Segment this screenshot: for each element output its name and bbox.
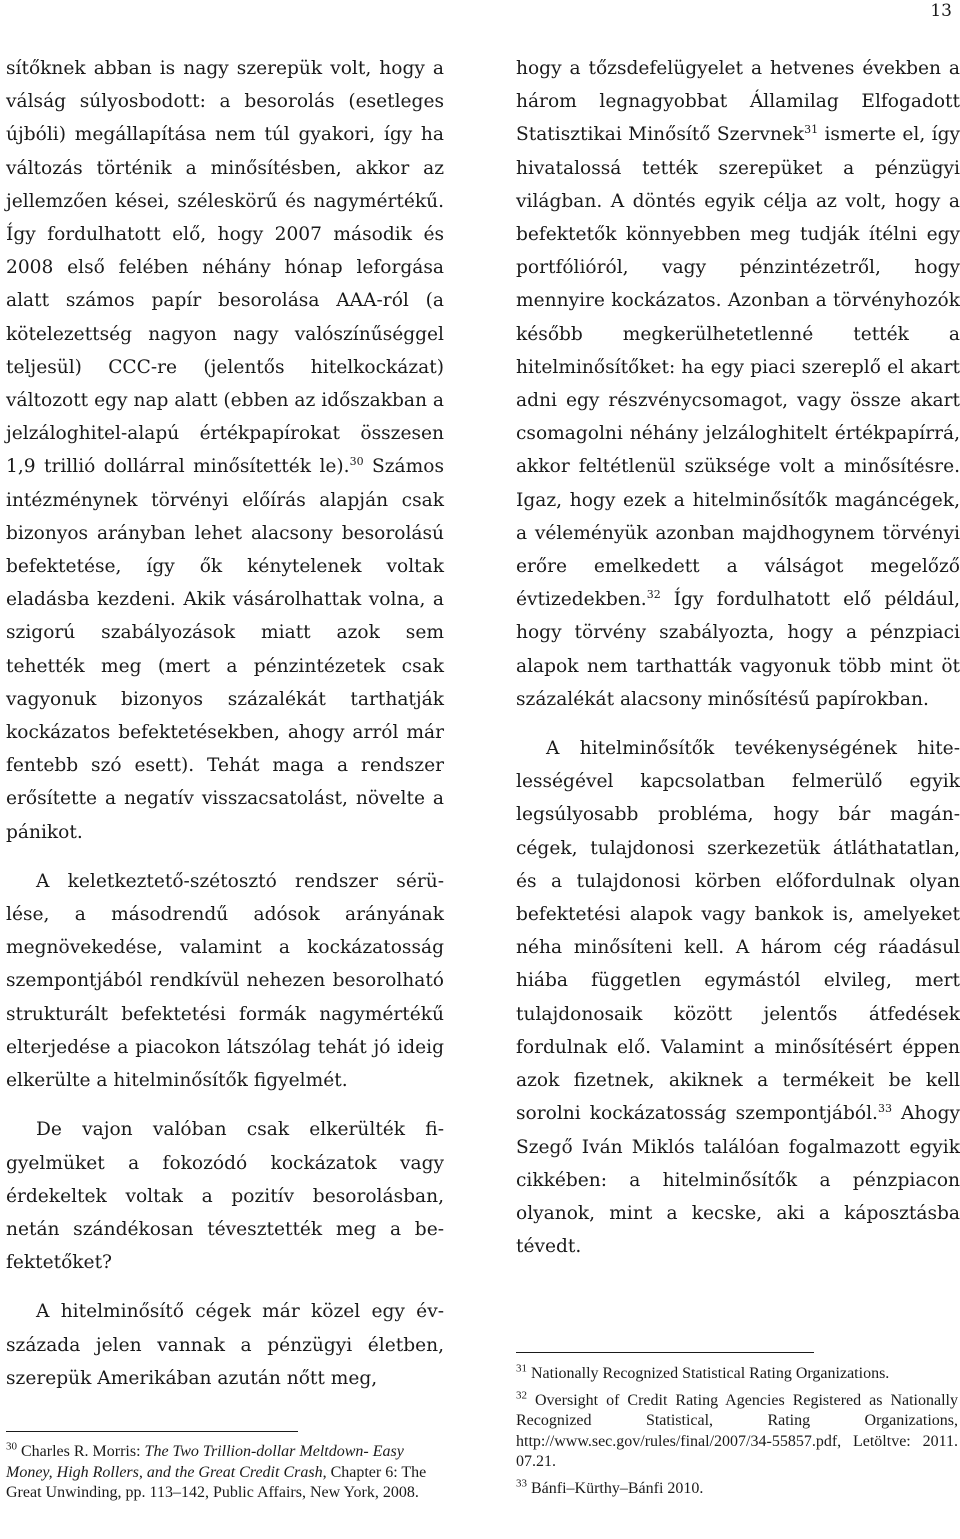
footnote-book-title: The Two Trillion-dollar Meltdown- Easy Money, High Rollers, and the Great Credit Crash: [6, 1443, 404, 1481]
footnote-number: 33: [516, 1477, 527, 1490]
right-p1-text-a: hogy a tőzsdefelügyelet a hetvenes években a három legnagyobbat Államilag Elfogadott Statisztikai Minősítő Szervnek: [516, 58, 960, 146]
left-p1-text-a: sítőknek abban is nagy szerepük volt, hogy a válság súlyosbodott: a besorolás (esetleges újbóli) megállapítása nem túl gyakori, így ha változás történik a minősítésben, akkor az jellemzően kései, széleskörű és nagymértékű. Így fordulhatott elő, hogy 2007 második és 2008 első felében néhány hónap leforgása alatt számos papír besorolása AAA-ról (a kötelezettség nagyon nagy valószínűséggel teljesül) CCC-re (jelentős hitelkockázat) változott egy nap alatt (ebben az időszakban a jelzáloghitel-alapú értékpapírokat összesen 1,9 trillió dollárral minősítették le).: [6, 58, 444, 478]
right-column: [516, 52, 960, 1263]
right-p1-text-b: ismerte el, így hivatalossá tették szerepüket a pénzügyi világban. A döntés egyik célja az volt, hogy a befektetők könnyebben meg tudják ítélni egy portfólióról, vagy pénzintézetről, hogy mennyire kockázatos. Azonban a törvényhozók később megkerülhetetlenné tették a hitelminősítőket: ha egy piaci szereplő el akart adni egy részvénycsomagot, vagy össze akart csomagolni néhány jelzáloghitelt értékpapírrá, akkor feltétlenül szüksége volt a minősítésre. Igaz, hogy ezek a hitelminősítők magáncégek, a véleményük azonban majdhogynem törvényi erőre emelkedett a válságot megelőző évtizedekben.: [516, 124, 960, 611]
right-p2-text-a: A hitelminősítők tevékenységének hitelességével kapcsolatban felmerülő egyik legsúlyosabb probléma, hogy bár magáncégek, tulajdonosi szerkezetük átláthatatlan, és a tulajdonosi körben előfordulnak olyan befektetési alapok vagy bankok is, amelyeket néha minősíteni kell. A három cég ráadásul hiába független egymástól elvileg, mert tulajdonosaik között jelentős átfedések fordulnak elő. Valamint a minősítésért éppen azok fizetnek, akiknek a termékeit be kell sorolni kockázatosság szempontjából.: [516, 738, 960, 1125]
footnote-ref-33[interactable]: 33: [877, 1102, 892, 1116]
footnote-text: Nationally Recognized Statistical Rating Organizations.: [527, 1365, 890, 1382]
footnote-number: 30: [6, 1440, 17, 1453]
footnote-text: , Chapter 6: The Great Unwinding, pp. 113–142, Public Affairs, New York, 2008.: [6, 1463, 427, 1501]
footnote-ref-31[interactable]: 31: [804, 123, 819, 137]
left-paragraph-1: [6, 52, 444, 849]
footnote-32: [516, 1391, 958, 1473]
left-paragraph-2: A keletkeztető-szétosztó rendszer sérülése, a másodrendű adósok arányának megnövekedése, valamint a kockázatosság szempontjából rendkívül nehezen besorolható strukturált befektetési formák nagymértékű elterjedése a piacokon látszólag tehát jó ideig elkerülte a hitelminősítők figyelmét.: [6, 870, 444, 1092]
right-p2-text-b: Ahogy Szegő Iván Miklós találóan fogalmazott egyik cikkében: a hitelminősítők a pénzpiacon olyanok, mint a kecske, aki a káposztásba tévedt.: [516, 1103, 960, 1258]
footnote-30: [6, 1442, 446, 1504]
footnote-number: 31: [516, 1362, 527, 1375]
footnote-text: Charles R. Morris:: [17, 1443, 145, 1460]
left-p1-text-b: Számos intézménynek törvényi előírás alapján csak bizonyos arányban lehet alacsony besorolású befektetése, így ők kénytelenek voltak eladásba kezdeni. Akik vásárolhattak volna, a szigorú szabályozások miatt azok sem tehették meg (mert a pénzintézetek csak vagyonuk bizonyos százalékát tarthatják kockázatos befektetésekben, ahogy arról már fentebb szó esett). Tehát maga a rendszer erősítette a negatív visszacsatolást, növelte a pánikot.: [6, 456, 444, 843]
footnote-ref-30[interactable]: 30: [349, 455, 364, 469]
footnote-33: [516, 1479, 958, 1500]
footnote-31: [516, 1364, 958, 1385]
page-number: 13: [930, 1, 952, 21]
footnote-divider-right: [516, 1352, 814, 1353]
footnote-ref-32[interactable]: 32: [646, 588, 661, 602]
footnote-text[interactable]: Oversight of Credit Rating Agencies Registered as Nationally Recognized Statistical, Rating Organizations, http://www.sec.gov/rules/final/2007/34-55857.pdf, Letöltve: 2011. 07.21.: [516, 1391, 958, 1470]
footnotes-left: [6, 1442, 446, 1504]
right-paragraph-1: [516, 52, 960, 716]
footnotes-right: [516, 1364, 958, 1499]
footnote-number: 32: [516, 1389, 527, 1402]
footnote-text: Bánfi–Kürthy–Bánfi 2010.: [527, 1479, 704, 1497]
left-paragraph-4: A hitelminősítő cégek már közel egy évszázada jelen vannak a pénzügyi életben, szerepük Amerikában azután nőtt meg,: [6, 1301, 444, 1389]
right-p1-text-c: Így fordulhatott elő például, hogy törvény szabályozta, hogy a pénzpiaci alapok nem tarthatták vagyonuk több mint öt százalékát alacsony minősítésű papírokban.: [516, 589, 960, 710]
left-column: [6, 52, 444, 1395]
right-paragraph-2: [516, 732, 960, 1263]
footnote-divider-left: [6, 1431, 298, 1432]
left-paragraph-3: De vajon valóban csak elkerülték figyelmüket a fokozódó kockázatok vagy érdekeltek voltak a pozitív besorolásban, netán szándékosan tévesztették meg a befektetőket?: [6, 1119, 444, 1274]
